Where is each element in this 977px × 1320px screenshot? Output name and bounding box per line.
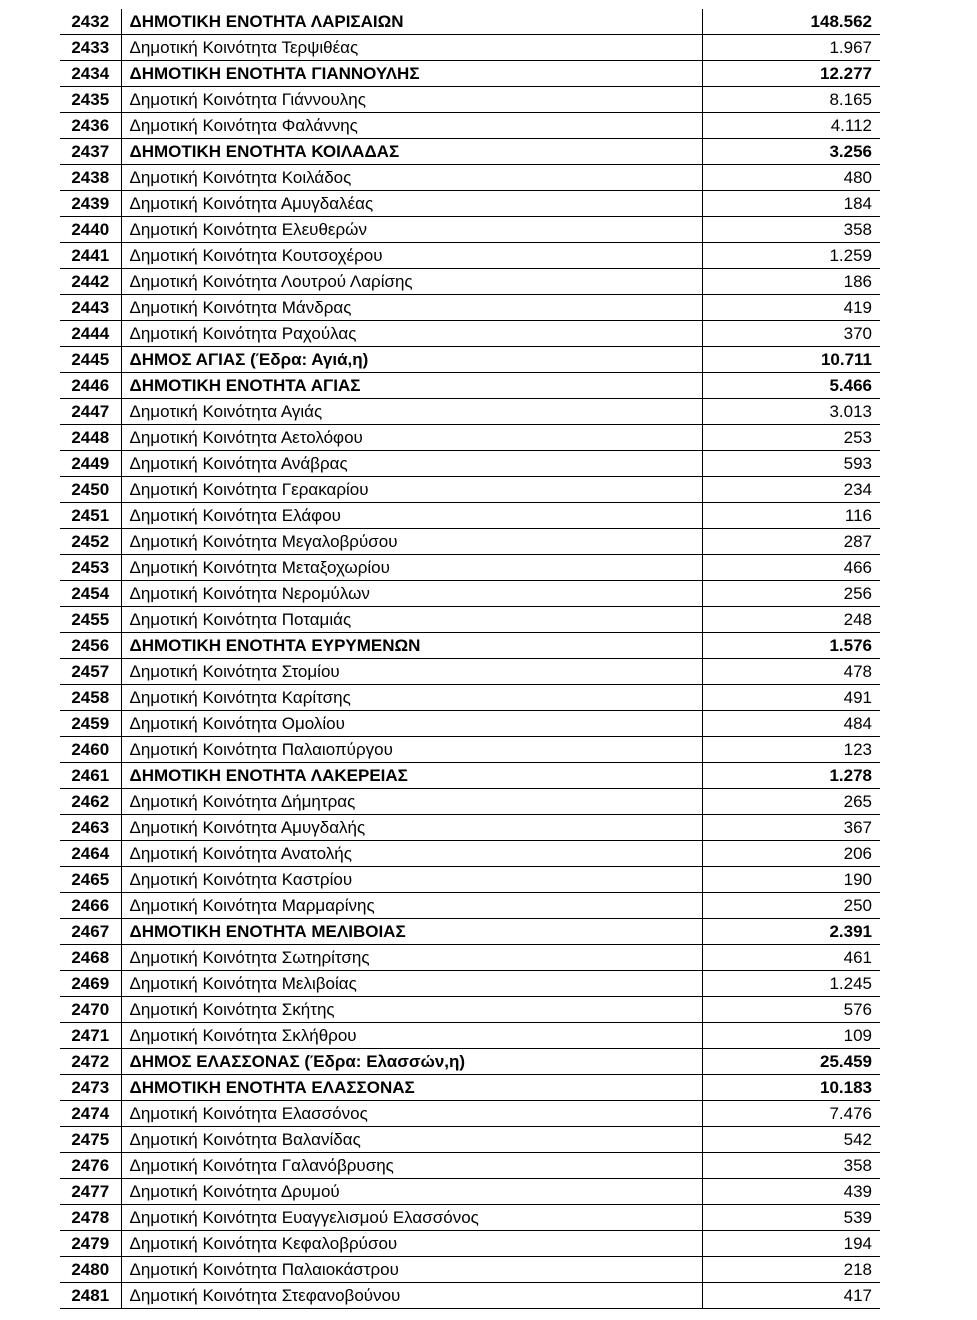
row-population: 3.013 <box>702 399 880 425</box>
table-row <box>60 581 880 607</box>
table-row <box>60 87 880 113</box>
row-name: ΔΗΜΟΣ ΑΓΙΑΣ (Έδρα: Αγιά,η) <box>121 347 702 373</box>
row-name: Δημοτική Κοινότητα Στεφανοβούνου <box>121 1283 702 1309</box>
row-code: 2461 <box>60 763 121 789</box>
table-row-heading <box>60 373 880 399</box>
row-population: 25.459 <box>702 1049 880 1075</box>
table-row <box>60 503 880 529</box>
row-code: 2438 <box>60 165 121 191</box>
row-code: 2480 <box>60 1257 121 1283</box>
row-population: 109 <box>702 1023 880 1049</box>
row-population: 358 <box>702 1153 880 1179</box>
row-population: 539 <box>702 1205 880 1231</box>
row-population: 358 <box>702 217 880 243</box>
row-name: Δημοτική Κοινότητα Μαρμαρίνης <box>121 893 702 919</box>
row-name: ΔΗΜΟΤΙΚΗ ΕΝΟΤΗΤΑ ΛΑΚΕΡΕΙΑΣ <box>121 763 702 789</box>
table-row <box>60 1101 880 1127</box>
row-name: Δημοτική Κοινότητα Γαλανόβρυσης <box>121 1153 702 1179</box>
row-population: 1.278 <box>702 763 880 789</box>
row-name: Δημοτική Κοινότητα Ανατολής <box>121 841 702 867</box>
row-name: Δημοτική Κοινότητα Γιάννουλης <box>121 87 702 113</box>
row-code: 2448 <box>60 425 121 451</box>
row-population: 7.476 <box>702 1101 880 1127</box>
table-row <box>60 555 880 581</box>
row-code: 2467 <box>60 919 121 945</box>
row-population: 484 <box>702 711 880 737</box>
row-name: Δημοτική Κοινότητα Μάνδρας <box>121 295 702 321</box>
table-row <box>60 945 880 971</box>
row-population: 234 <box>702 477 880 503</box>
table-row <box>60 425 880 451</box>
table-row <box>60 685 880 711</box>
row-name: Δημοτική Κοινότητα Αετολόφου <box>121 425 702 451</box>
row-code: 2441 <box>60 243 121 269</box>
row-name: Δημοτική Κοινότητα Ομολίου <box>121 711 702 737</box>
table-row <box>60 711 880 737</box>
table-row <box>60 659 880 685</box>
table-row <box>60 815 880 841</box>
row-code: 2445 <box>60 347 121 373</box>
row-population: 419 <box>702 295 880 321</box>
row-name: Δημοτική Κοινότητα Ποταμιάς <box>121 607 702 633</box>
row-code: 2434 <box>60 61 121 87</box>
row-name: Δημοτική Κοινότητα Ελευθερών <box>121 217 702 243</box>
row-code: 2437 <box>60 139 121 165</box>
table-row <box>60 529 880 555</box>
row-code: 2465 <box>60 867 121 893</box>
row-name: Δημοτική Κοινότητα Λουτρού Λαρίσης <box>121 269 702 295</box>
table-row-heading <box>60 633 880 659</box>
row-code: 2446 <box>60 373 121 399</box>
table-row <box>60 1205 880 1231</box>
table-row <box>60 243 880 269</box>
row-code: 2442 <box>60 269 121 295</box>
table-row <box>60 35 880 61</box>
row-population: 1.576 <box>702 633 880 659</box>
row-population: 2.391 <box>702 919 880 945</box>
table-row <box>60 789 880 815</box>
row-population: 190 <box>702 867 880 893</box>
table-row <box>60 893 880 919</box>
row-name: Δημοτική Κοινότητα Δρυμού <box>121 1179 702 1205</box>
table-row <box>60 1283 880 1309</box>
row-population: 10.183 <box>702 1075 880 1101</box>
row-code: 2444 <box>60 321 121 347</box>
row-name: Δημοτική Κοινότητα Σκλήθρου <box>121 1023 702 1049</box>
row-code: 2473 <box>60 1075 121 1101</box>
row-population: 542 <box>702 1127 880 1153</box>
row-name: Δημοτική Κοινότητα Κουτσοχέρου <box>121 243 702 269</box>
row-population: 10.711 <box>702 347 880 373</box>
row-code: 2456 <box>60 633 121 659</box>
row-population: 1.259 <box>702 243 880 269</box>
row-code: 2463 <box>60 815 121 841</box>
row-code: 2464 <box>60 841 121 867</box>
row-code: 2439 <box>60 191 121 217</box>
row-name: Δημοτική Κοινότητα Ελασσόνος <box>121 1101 702 1127</box>
row-code: 2470 <box>60 997 121 1023</box>
row-population: 491 <box>702 685 880 711</box>
table-row <box>60 1231 880 1257</box>
row-code: 2476 <box>60 1153 121 1179</box>
row-code: 2474 <box>60 1101 121 1127</box>
table-row <box>60 841 880 867</box>
row-name: Δημοτική Κοινότητα Καστρίου <box>121 867 702 893</box>
row-population: 194 <box>702 1231 880 1257</box>
table-row-heading <box>60 763 880 789</box>
row-population: 248 <box>702 607 880 633</box>
row-population: 1.967 <box>702 35 880 61</box>
row-population: 253 <box>702 425 880 451</box>
row-code: 2462 <box>60 789 121 815</box>
row-code: 2455 <box>60 607 121 633</box>
row-name: Δημοτική Κοινότητα Φαλάννης <box>121 113 702 139</box>
row-name: Δημοτική Κοινότητα Παλαιοκάστρου <box>121 1257 702 1283</box>
row-population: 256 <box>702 581 880 607</box>
row-code: 2475 <box>60 1127 121 1153</box>
row-population: 593 <box>702 451 880 477</box>
row-population: 218 <box>702 1257 880 1283</box>
table-row <box>60 607 880 633</box>
row-code: 2433 <box>60 35 121 61</box>
row-code: 2466 <box>60 893 121 919</box>
row-code: 2451 <box>60 503 121 529</box>
table-row-heading <box>60 1049 880 1075</box>
row-population: 4.112 <box>702 113 880 139</box>
row-name: Δημοτική Κοινότητα Καρίτσης <box>121 685 702 711</box>
table-row-heading <box>60 347 880 373</box>
row-name: Δημοτική Κοινότητα Κεφαλοβρύσου <box>121 1231 702 1257</box>
table-row <box>60 113 880 139</box>
row-population: 461 <box>702 945 880 971</box>
table-body <box>60 9 880 1309</box>
row-code: 2481 <box>60 1283 121 1309</box>
table-row <box>60 1127 880 1153</box>
table-row <box>60 269 880 295</box>
row-population: 480 <box>702 165 880 191</box>
row-name: ΔΗΜΟΤΙΚΗ ΕΝΟΤΗΤΑ ΑΓΙΑΣ <box>121 373 702 399</box>
row-name: Δημοτική Κοινότητα Μεγαλοβρύσου <box>121 529 702 555</box>
row-population: 287 <box>702 529 880 555</box>
row-name: Δημοτική Κοινότητα Ραχούλας <box>121 321 702 347</box>
row-name: Δημοτική Κοινότητα Τερψιθέας <box>121 35 702 61</box>
table-row <box>60 321 880 347</box>
row-code: 2450 <box>60 477 121 503</box>
row-code: 2454 <box>60 581 121 607</box>
row-population: 466 <box>702 555 880 581</box>
table-row <box>60 399 880 425</box>
row-population: 206 <box>702 841 880 867</box>
row-code: 2440 <box>60 217 121 243</box>
row-population: 123 <box>702 737 880 763</box>
row-population: 576 <box>702 997 880 1023</box>
row-name: Δημοτική Κοινότητα Σωτηρίτσης <box>121 945 702 971</box>
row-code: 2468 <box>60 945 121 971</box>
row-population: 12.277 <box>702 61 880 87</box>
row-name: ΔΗΜΟΣ ΕΛΑΣΣΟΝΑΣ (Έδρα: Ελασσών,η) <box>121 1049 702 1075</box>
table-row <box>60 295 880 321</box>
row-population: 478 <box>702 659 880 685</box>
row-code: 2449 <box>60 451 121 477</box>
row-name: Δημοτική Κοινότητα Αμυγδαλής <box>121 815 702 841</box>
row-code: 2447 <box>60 399 121 425</box>
table-row <box>60 1179 880 1205</box>
row-name: Δημοτική Κοινότητα Αγιάς <box>121 399 702 425</box>
row-population: 1.245 <box>702 971 880 997</box>
row-name: Δημοτική Κοινότητα Μεταξοχωρίου <box>121 555 702 581</box>
table-row-heading <box>60 919 880 945</box>
row-code: 2458 <box>60 685 121 711</box>
row-population: 439 <box>702 1179 880 1205</box>
row-population: 8.165 <box>702 87 880 113</box>
row-name: Δημοτική Κοινότητα Στομίου <box>121 659 702 685</box>
table-row <box>60 165 880 191</box>
row-population: 370 <box>702 321 880 347</box>
row-name: Δημοτική Κοινότητα Κοιλάδος <box>121 165 702 191</box>
table-row <box>60 971 880 997</box>
row-name: Δημοτική Κοινότητα Ελάφου <box>121 503 702 529</box>
row-code: 2435 <box>60 87 121 113</box>
table-row <box>60 1023 880 1049</box>
table-row <box>60 477 880 503</box>
table-row-heading <box>60 61 880 87</box>
row-code: 2452 <box>60 529 121 555</box>
row-population: 3.256 <box>702 139 880 165</box>
row-population: 250 <box>702 893 880 919</box>
row-population: 417 <box>702 1283 880 1309</box>
row-code: 2460 <box>60 737 121 763</box>
table-row <box>60 1257 880 1283</box>
row-name: ΔΗΜΟΤΙΚΗ ΕΝΟΤΗΤΑ ΓΙΑΝΝΟΥΛΗΣ <box>121 61 702 87</box>
row-code: 2472 <box>60 1049 121 1075</box>
row-name: Δημοτική Κοινότητα Παλαιοπύργου <box>121 737 702 763</box>
table-row-heading <box>60 1075 880 1101</box>
row-name: ΔΗΜΟΤΙΚΗ ΕΝΟΤΗΤΑ ΚΟΙΛΑΔΑΣ <box>121 139 702 165</box>
row-population: 265 <box>702 789 880 815</box>
row-code: 2453 <box>60 555 121 581</box>
row-name: Δημοτική Κοινότητα Ευαγγελισμού Ελασσόνος <box>121 1205 702 1231</box>
row-population: 116 <box>702 503 880 529</box>
table-row <box>60 191 880 217</box>
table-row-heading <box>60 139 880 165</box>
row-population: 5.466 <box>702 373 880 399</box>
table-row <box>60 867 880 893</box>
row-name: Δημοτική Κοινότητα Αμυγδαλέας <box>121 191 702 217</box>
table-row <box>60 451 880 477</box>
table-row <box>60 217 880 243</box>
population-table <box>60 9 880 1309</box>
row-name: ΔΗΜΟΤΙΚΗ ΕΝΟΤΗΤΑ ΕΛΑΣΣΟΝΑΣ <box>121 1075 702 1101</box>
row-name: ΔΗΜΟΤΙΚΗ ΕΝΟΤΗΤΑ ΛΑΡΙΣΑΙΩΝ <box>121 9 702 35</box>
row-code: 2478 <box>60 1205 121 1231</box>
row-code: 2432 <box>60 9 121 35</box>
row-code: 2457 <box>60 659 121 685</box>
row-population: 184 <box>702 191 880 217</box>
row-name: ΔΗΜΟΤΙΚΗ ΕΝΟΤΗΤΑ ΜΕΛΙΒΟΙΑΣ <box>121 919 702 945</box>
row-name: Δημοτική Κοινότητα Δήμητρας <box>121 789 702 815</box>
table-row <box>60 737 880 763</box>
row-name: Δημοτική Κοινότητα Μελιβοίας <box>121 971 702 997</box>
row-code: 2477 <box>60 1179 121 1205</box>
row-code: 2436 <box>60 113 121 139</box>
row-code: 2459 <box>60 711 121 737</box>
row-name: Δημοτική Κοινότητα Σκήτης <box>121 997 702 1023</box>
row-code: 2471 <box>60 1023 121 1049</box>
row-population: 186 <box>702 269 880 295</box>
row-code: 2443 <box>60 295 121 321</box>
row-name: ΔΗΜΟΤΙΚΗ ΕΝΟΤΗΤΑ ΕΥΡΥΜΕΝΩΝ <box>121 633 702 659</box>
table-row <box>60 1153 880 1179</box>
row-population: 148.562 <box>702 9 880 35</box>
row-population: 367 <box>702 815 880 841</box>
row-name: Δημοτική Κοινότητα Ανάβρας <box>121 451 702 477</box>
row-code: 2469 <box>60 971 121 997</box>
row-name: Δημοτική Κοινότητα Νερομύλων <box>121 581 702 607</box>
table-row-heading <box>60 9 880 35</box>
table-row <box>60 997 880 1023</box>
row-name: Δημοτική Κοινότητα Βαλανίδας <box>121 1127 702 1153</box>
row-name: Δημοτική Κοινότητα Γερακαρίου <box>121 477 702 503</box>
row-code: 2479 <box>60 1231 121 1257</box>
